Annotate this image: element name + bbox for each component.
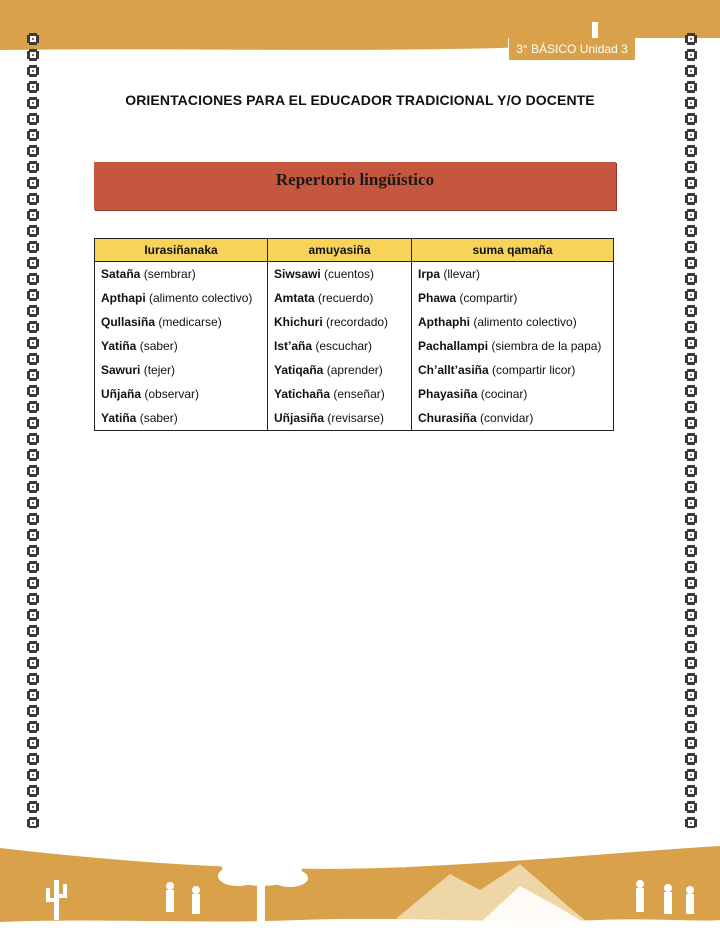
aymara-word: Yatiña <box>101 339 137 353</box>
table-cell <box>412 406 614 431</box>
table-row <box>95 310 614 334</box>
table-cell <box>268 406 412 431</box>
word-meaning: (saber) <box>139 411 178 425</box>
aymara-word: Amtata <box>274 291 315 305</box>
aymara-word: Khichuri <box>274 315 323 329</box>
section-title: Repertorio lingüístico <box>275 170 435 189</box>
table-cell <box>412 358 614 382</box>
table-cell <box>95 382 268 406</box>
aymara-word: Apthapi <box>101 291 146 305</box>
aymara-word: Siwsawi <box>274 267 321 281</box>
word-meaning: (cuentos) <box>324 267 375 281</box>
word-meaning: (llevar) <box>443 267 481 281</box>
word-meaning: (alimento colectivo) <box>473 315 577 329</box>
word-meaning: (compartir licor) <box>492 363 576 377</box>
aymara-word: Yatichaña <box>274 387 331 401</box>
table-cell <box>268 286 412 310</box>
table-row <box>95 358 614 382</box>
table-cell <box>412 382 614 406</box>
aymara-word: Churasiña <box>418 411 477 425</box>
unit-label: 3° BÁSICO Unidad 3 <box>508 38 636 60</box>
word-meaning: (recordado) <box>326 315 389 329</box>
aymara-word: Uñjasiña <box>274 411 325 425</box>
table-cell <box>268 310 412 334</box>
word-meaning: (sembrar) <box>143 267 196 281</box>
word-meaning: (alimento colectivo) <box>149 291 253 305</box>
table-cell <box>412 286 614 310</box>
word-meaning: (revisarse) <box>327 411 385 425</box>
word-meaning: (cocinar) <box>480 387 528 401</box>
table-row <box>95 286 614 310</box>
table-row <box>95 406 614 431</box>
word-meaning: (siembra de la papa) <box>491 339 602 353</box>
word-meaning: (enseñar) <box>333 387 385 401</box>
birds-icon <box>366 848 408 867</box>
word-meaning: (escuchar) <box>315 339 373 353</box>
table-cell <box>412 310 614 334</box>
bottom-landscape-illustration <box>0 828 720 932</box>
column-header: suma qamaña <box>412 239 614 262</box>
left-border-motif <box>26 32 40 828</box>
column-header: Iurasiñanaka <box>95 239 268 262</box>
table-cell <box>268 358 412 382</box>
aymara-word: Phayasiña <box>418 387 478 401</box>
table-cell <box>95 310 268 334</box>
page-title: ORIENTACIONES PARA EL EDUCADOR TRADICIONAL Y/O DOCENTE <box>125 92 595 108</box>
aymara-word: Yatiqaña <box>274 363 324 377</box>
table-cell <box>268 262 412 287</box>
word-meaning: (convidar) <box>480 411 534 425</box>
aymara-word: Sawuri <box>101 363 141 377</box>
table-cell <box>268 334 412 358</box>
word-meaning: (aprender) <box>326 363 383 377</box>
word-meaning: (observar) <box>144 387 200 401</box>
table-header-row <box>95 239 614 262</box>
table-cell <box>412 262 614 287</box>
aymara-word: Pachallampi <box>418 339 489 353</box>
aymara-word: Ch’allt’asiña <box>418 363 489 377</box>
aymara-word: Qullasiña <box>101 315 156 329</box>
aymara-word: Irpa <box>418 267 441 281</box>
section-header <box>94 162 616 210</box>
word-meaning: (saber) <box>139 339 178 353</box>
column-header: amuyasiña <box>268 239 412 262</box>
word-meaning: (compartir) <box>459 291 518 305</box>
aymara-word: Apthaphi <box>418 315 470 329</box>
table-row <box>95 262 614 287</box>
word-meaning: (tejer) <box>143 363 176 377</box>
table-row <box>95 382 614 406</box>
table-row <box>95 334 614 358</box>
table-cell <box>95 358 268 382</box>
table-cell <box>95 262 268 287</box>
table-cell <box>95 406 268 431</box>
aymara-word: Sataña <box>101 267 141 281</box>
word-meaning: (recuerdo) <box>318 291 374 305</box>
table-cell <box>268 382 412 406</box>
table-cell <box>95 286 268 310</box>
aymara-word: Phawa <box>418 291 457 305</box>
aymara-word: Uñjaña <box>101 387 142 401</box>
word-meaning: (medicarse) <box>158 315 222 329</box>
table-cell <box>412 334 614 358</box>
table-cell <box>95 334 268 358</box>
right-border-motif <box>684 32 698 828</box>
vocabulary-table <box>94 238 614 431</box>
aymara-word: Yatiña <box>101 411 137 425</box>
aymara-word: Ist’aña <box>274 339 313 353</box>
